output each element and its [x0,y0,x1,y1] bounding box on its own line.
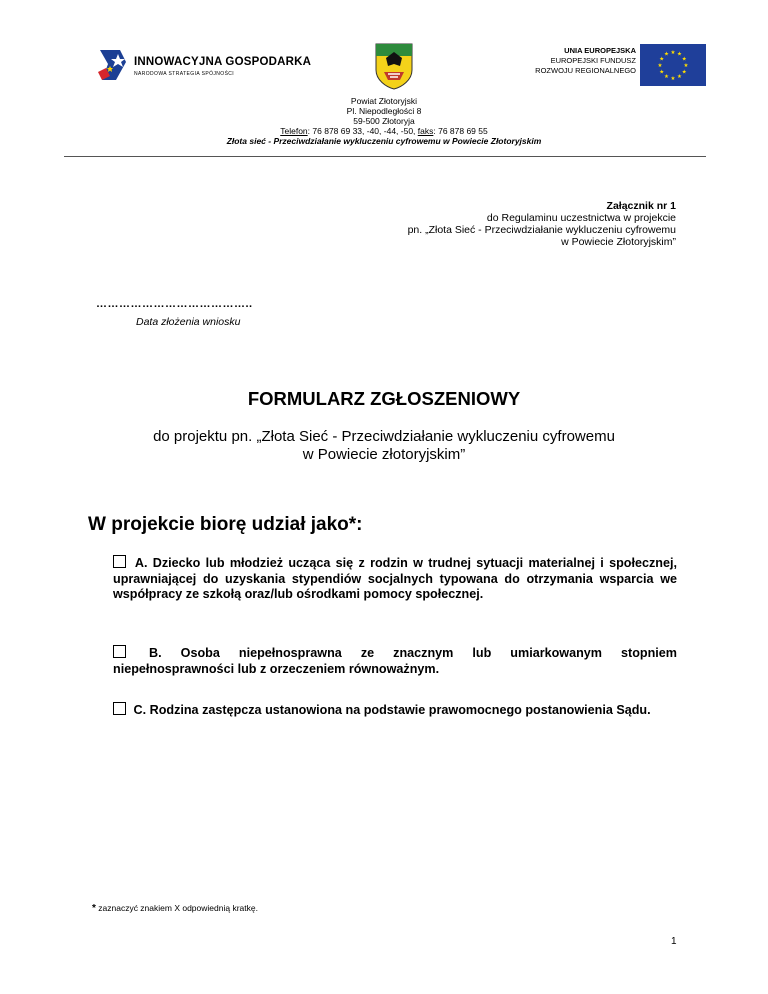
eu-star-icon: ★ [657,62,663,69]
eu-star-icon: ★ [681,69,687,76]
option-c [113,702,677,719]
eu-star-icon: ★ [670,49,676,56]
eu-star-icon: ★ [683,62,689,69]
ig-logo-subtitle: NARODOWA STRATEGIA SPÓJNOŚCI [134,71,235,77]
option-a-checkbox[interactable] [113,555,126,568]
eu-line-1: UNIA EUROPEJSKA [564,46,636,55]
eu-star-icon: ★ [677,51,682,58]
form-subtitle [0,428,768,464]
attachment-note [300,200,676,248]
ig-logo-title: INNOWACYJNA GOSPODARKA [134,56,312,68]
contact-line [0,126,768,136]
attachment-line-2: do Regulaminu uczestnictwa w projekcie [486,212,676,224]
fax-label: faks [417,126,434,136]
form-subtitle-line-1: do projektu pn. „Złota Sieć - Przeciwdziałanie wykluczeniu cyfrowemu [153,428,615,445]
option-a-text: A. Dziecko lub młodzież ucząca się z rodzin w trudnej sytuacji materialnej i społecznej, uprawniającej do uzyskania stypendiów socjalnych typowana do otrzymania wsparcia we współpracy ze szkołą oraz/lub ośrodkami pomocy społecznej. [113,556,677,601]
header-divider [64,156,706,157]
date-field-dots[interactable]: ………………………………….. [96,298,253,310]
eu-star-icon: ★ [670,75,676,82]
attachment-line-4: w Powiecie Złotoryjskim” [561,236,676,248]
eu-star-icon: ★ [659,56,665,63]
eu-flag-icon [640,44,706,86]
option-b [113,645,677,677]
eu-fund-text [516,46,636,76]
phone-label: Telefon [280,126,308,136]
ig-emblem-icon [96,46,132,84]
county-crest [374,42,414,90]
eu-line-2: EUROPEJSKI FUNDUSZ [550,56,636,65]
option-b-checkbox[interactable] [113,645,126,658]
eu-star-icon: ★ [681,56,687,63]
eu-star-icon: ★ [677,74,682,81]
attachment-title: Załącznik nr 1 [606,200,676,212]
option-b-text: B. Osoba niepełnosprawna ze znacznym lub umiarkowanym stopniem niepełnosprawności lub z orzeczeniem równoważnym. [113,646,678,676]
form-subtitle-line-2: w Powiecie złotoryjskim” [302,446,466,463]
coat-of-arms-icon [374,42,414,90]
option-c-text: C. Rodzina zastępcza ustanowiona na podstawie prawomocnego postanowienia Sądu. [133,703,651,717]
eu-star-icon: ★ [664,51,669,58]
innowacyjna-gospodarka-logo [96,46,312,84]
eu-flag [640,44,706,86]
eu-star-icon: ★ [664,74,669,81]
fax-value: : 76 878 69 55 [433,126,488,136]
eu-star-icon: ★ [659,69,665,76]
date-field-label: Data złożenia wniosku [136,316,241,328]
attachment-line-3: pn. „Złota Sieć - Przeciwdziałanie wykluczeniu cyfrowemu [407,224,676,236]
form-title: FORMULARZ ZGŁOSZENIOWY [247,388,521,409]
eu-line-3: ROZWOJU REGIONALNEGO [535,66,636,75]
footnote-star: * [92,903,96,914]
project-tagline: Złota sieć - Przeciwdziałanie wykluczeniu cyfrowemu w Powiecie Złotoryjskim [226,136,542,146]
section-heading: W projekcie biorę udział jako*: [88,514,363,535]
address-line-1: Powiat Złotoryjski [350,96,418,106]
option-c-checkbox[interactable] [113,702,126,715]
address-line-2: Pl. Niepodległości 8 [346,106,422,116]
footnote-text: zaznaczyć znakiem X odpowiednią kratkę. [95,903,258,913]
footnote [92,903,258,914]
option-a [113,555,677,603]
page-number: 1 [671,936,677,947]
phone-value: : 76 878 69 33, -40, -44, -50, [307,126,418,136]
address-line-3: 59-500 Złotoryja [353,116,415,126]
